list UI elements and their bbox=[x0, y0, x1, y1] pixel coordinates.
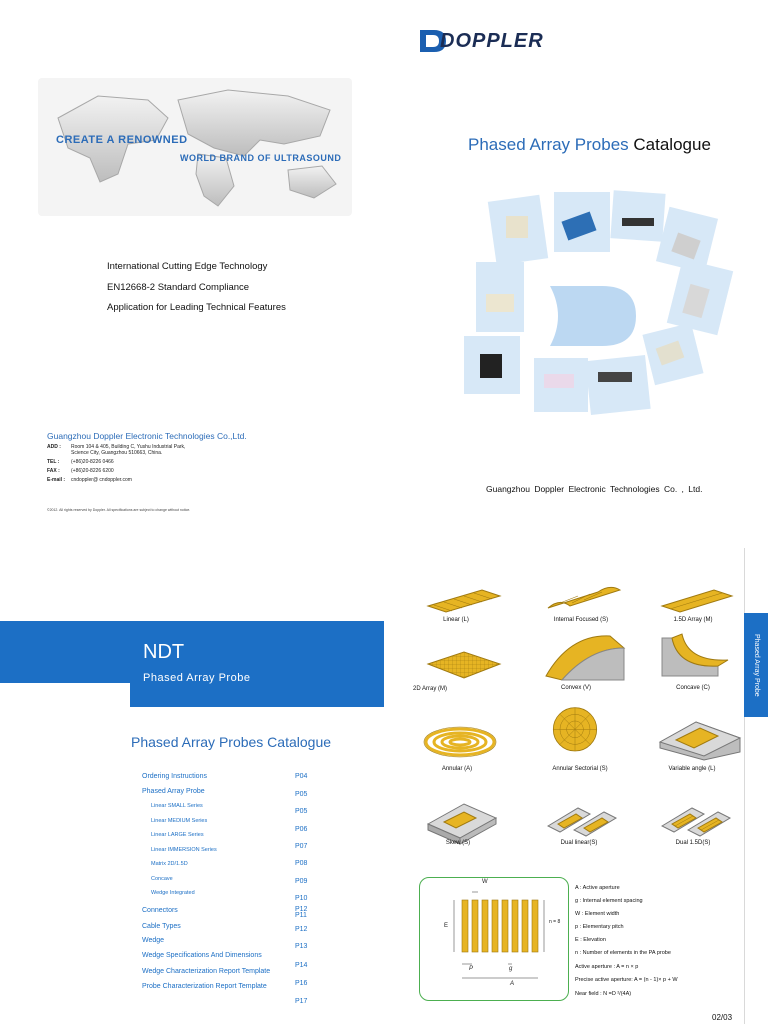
company-name: Guangzhou Doppler Electronic Technologies Co.,Ltd. bbox=[47, 431, 247, 441]
toc-subitem[interactable]: Matrix 2D/1.5D bbox=[151, 861, 188, 867]
toc-subitem[interactable]: Linear LARGE Series bbox=[151, 832, 204, 838]
concave-icon bbox=[652, 632, 742, 682]
legend-line: A : Active aperture bbox=[575, 885, 620, 891]
toc-item[interactable]: Probe Characterization Report Template bbox=[142, 983, 267, 990]
element-diagram bbox=[424, 880, 564, 996]
skew-icon bbox=[424, 796, 514, 846]
annular-icon bbox=[420, 716, 510, 766]
feature-line: EN12668-2 Standard Compliance bbox=[107, 282, 250, 293]
probe-type-label: Convex (V) bbox=[560, 685, 591, 691]
toc-page-number: P07 bbox=[295, 843, 308, 850]
dual-15d-icon bbox=[658, 796, 748, 846]
ndt-subtitle: Phased Array Probe bbox=[143, 672, 251, 684]
toc-item[interactable]: Wedge Specifications And Dimensions bbox=[142, 952, 262, 959]
probe-type-label: Linear (L) bbox=[443, 617, 469, 623]
diagram-label-a: A bbox=[510, 981, 515, 987]
feature-line: Application for Leading Technical Features bbox=[107, 302, 286, 313]
toc-subitem[interactable]: Concave bbox=[151, 876, 173, 882]
toc-item[interactable]: Cable Types bbox=[142, 923, 181, 930]
array-2d-icon bbox=[420, 640, 510, 690]
probe-type-label: Internal Focused (S) bbox=[553, 617, 609, 623]
toc-item[interactable]: Wedge bbox=[142, 937, 165, 944]
contact-row: Science City, Guangzhou 510663, China. bbox=[71, 450, 163, 456]
toc-item[interactable]: Wedge Characterization Report Template bbox=[142, 968, 271, 975]
toc-page-number: P10 bbox=[295, 895, 308, 902]
convex-icon bbox=[540, 632, 630, 682]
diagram-label-e: E bbox=[444, 923, 449, 929]
side-tab-label: Phased Array Probe bbox=[753, 633, 760, 697]
slogan-line-2: WORLD BRAND OF ULTRASOUND bbox=[180, 153, 342, 163]
legend-line: g : Internal element spacing bbox=[575, 898, 643, 904]
probe-type-label: Variable angle (L) bbox=[668, 766, 716, 772]
legend-line: Near field : N =D ²/(4A) bbox=[575, 991, 632, 997]
toc-subitem[interactable]: Wedge Integrated bbox=[151, 890, 195, 896]
annular-sectorial-icon bbox=[540, 706, 630, 756]
world-map-image bbox=[38, 78, 352, 216]
page-number: 02/03 bbox=[712, 1013, 733, 1022]
toc-page-number: P11 bbox=[295, 912, 307, 919]
toc-title: Phased Array Probes Catalogue bbox=[131, 734, 332, 750]
probe-type-label: Dual 1.5D(S) bbox=[675, 840, 711, 846]
toc-subitem[interactable]: Linear IMMERSION Series bbox=[151, 847, 217, 853]
diagram-label-g: g bbox=[509, 966, 513, 972]
toc-page-number: P05 bbox=[295, 791, 308, 798]
ndt-title: NDT bbox=[143, 641, 185, 663]
diagram-label-n: n = 8 bbox=[549, 919, 561, 925]
contact-email[interactable]: E-mail : cndoppler@ cndoppler.com bbox=[47, 477, 132, 483]
logo-wordmark: DOPPLER bbox=[440, 30, 544, 52]
feature-line: International Cutting Edge Technology bbox=[107, 261, 268, 272]
toc-page-number: P06 bbox=[295, 826, 308, 833]
toc-page-number: P12 bbox=[295, 926, 308, 933]
legend-line: Precise active aperture: A = (n - 1)× p + W bbox=[575, 977, 678, 983]
legend-line: n : Number of elements in the PA probe bbox=[575, 950, 671, 956]
toc-page-number: P17 bbox=[295, 998, 308, 1005]
toc-item[interactable]: Connectors bbox=[142, 907, 178, 914]
legend-line: W : Element width bbox=[575, 911, 620, 917]
contact-row: ADD : Room 104 & 405, Building C, Yushu Industrial Park, bbox=[47, 444, 186, 450]
variable-angle-icon bbox=[656, 712, 746, 762]
diagram-label-p: P bbox=[469, 966, 474, 972]
cover-company-name: Guangzhou Doppler Electronic Technologies Co. , Ltd. bbox=[486, 484, 703, 494]
toc-subitem[interactable]: Linear SMALL Series bbox=[151, 803, 203, 809]
probe-type-label: 2D Array (M) bbox=[412, 686, 447, 692]
toc-page-number: P04 bbox=[295, 773, 308, 780]
toc-page-number: P14 bbox=[295, 962, 308, 969]
ndt-header-box bbox=[130, 621, 384, 707]
ndt-band bbox=[0, 621, 130, 683]
toc-page-number: P08 bbox=[295, 860, 308, 867]
toc-item[interactable]: Phased Array Probe bbox=[142, 788, 205, 795]
toc-subitem[interactable]: Linear MEDIUM Series bbox=[151, 818, 208, 824]
probe-type-label: Annular (A) bbox=[441, 766, 473, 772]
toc-page-number: P05 bbox=[295, 808, 308, 815]
probe-collage-image bbox=[452, 190, 748, 420]
slogan-line-1: CREATE A RENOWNED bbox=[56, 134, 188, 146]
cover-title: Phased Array Probes Catalogue bbox=[468, 135, 711, 154]
probe-type-label: Concave (C) bbox=[676, 685, 710, 691]
probe-type-label: 1.5D Array (M) bbox=[673, 617, 713, 623]
probe-type-label: Dual linear(S) bbox=[560, 840, 598, 846]
legend-line: p : Elementary pitch bbox=[575, 924, 624, 930]
toc-item[interactable]: Ordering Instructions bbox=[142, 773, 207, 780]
legend-line: Active aperture : A = n × p bbox=[575, 964, 639, 970]
toc-page-number: P13 bbox=[295, 943, 308, 950]
contact-row: TEL : (+86)20-8226 0466 bbox=[47, 459, 114, 465]
toc-page-number: P09 bbox=[295, 878, 308, 885]
contact-row: FAX : (+86)20-8226 6200 bbox=[47, 468, 114, 474]
toc-page-number: P12 bbox=[295, 906, 308, 913]
dual-linear-icon bbox=[544, 796, 634, 846]
copyright-note: ©2012. All rights reserved by Doppler. All specifications are subject to change without notice. bbox=[47, 508, 191, 512]
legend-line: E : Elevation bbox=[575, 937, 606, 943]
probe-type-label: Skew (S) bbox=[445, 840, 471, 846]
probe-type-label: Annular Sectorial (S) bbox=[552, 766, 608, 772]
toc-page-number: P16 bbox=[295, 980, 308, 987]
diagram-label-w: W bbox=[482, 879, 488, 885]
